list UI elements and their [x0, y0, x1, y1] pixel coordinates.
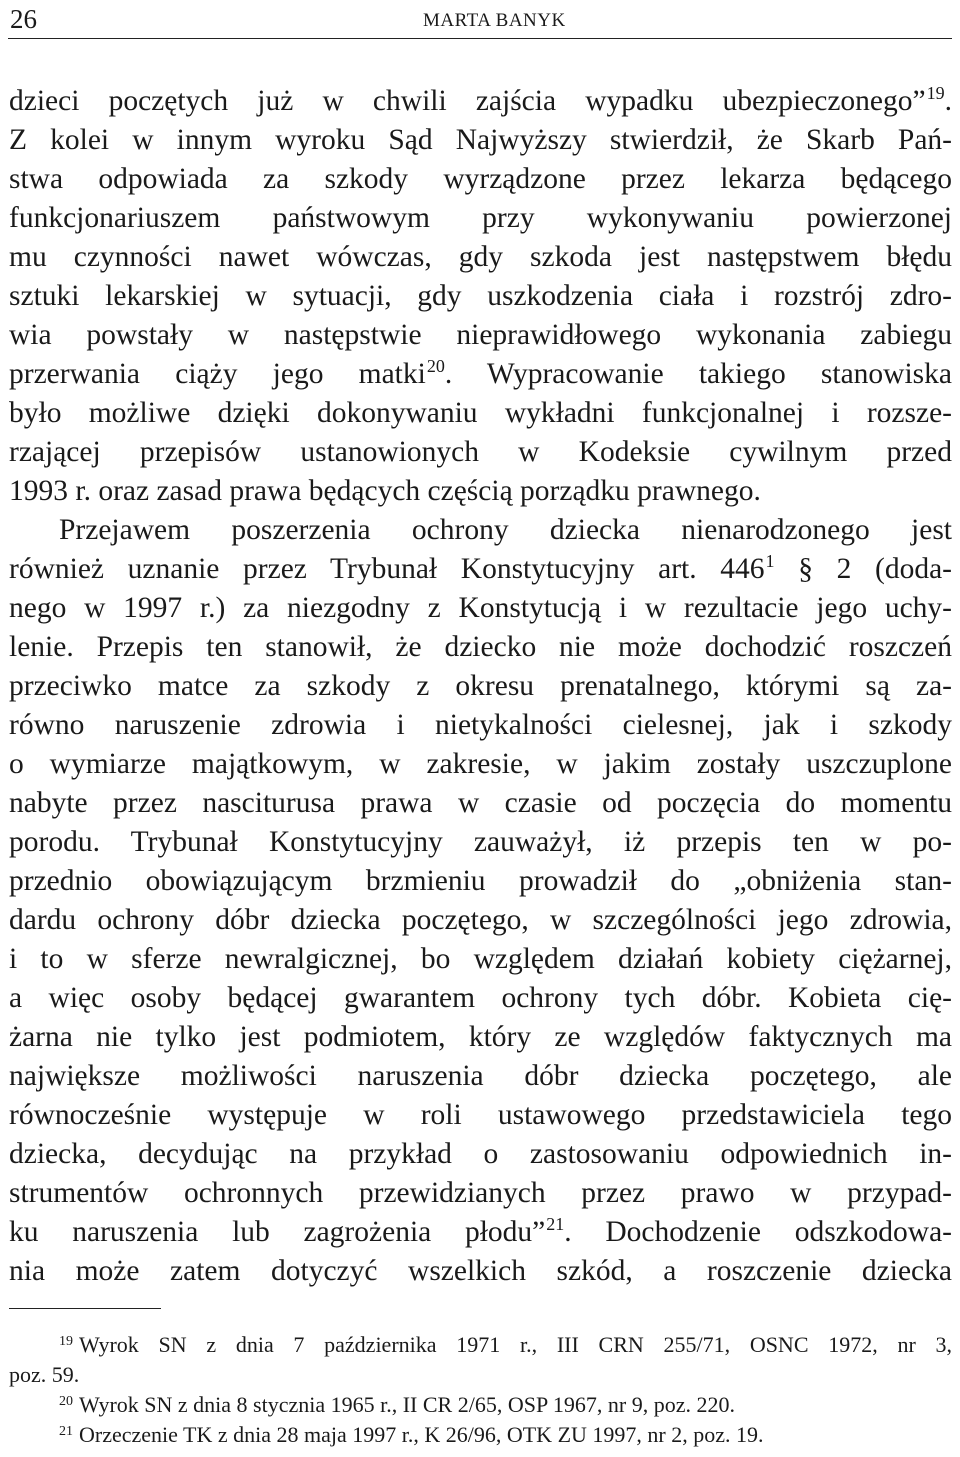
text-line: mu czynności nawet wówczas, gdy szkoda jest następstwem błędu — [9, 241, 952, 273]
text-line: dardu ochrony dóbr dziecka poczętego, w szczególności jego zdrowia, — [9, 904, 952, 936]
text-line: funkcjonariuszem państwowym przy wykonywaniu powierzonej — [9, 202, 952, 234]
footnote-separator — [9, 1308, 161, 1309]
text-line: rzającej przepisów ustanowionych w Kodeksie cywilnym przed — [9, 436, 952, 468]
text-line: wia powstały w następstwie nieprawidłowego wykonania zabiegu — [9, 319, 952, 351]
text-line: nego w 1997 r.) za niezgodny z Konstytucją i w rezultacie jego uchy- — [9, 592, 952, 624]
text-line: a więc osoby będącej gwarantem ochrony tych dóbr. Kobieta cię- — [9, 982, 952, 1014]
text-line: przednio obowiązującym brzmieniu prowadził do „obniżenia stan- — [9, 865, 952, 897]
article-superscript: 1 — [765, 551, 775, 571]
text-line: przerwania ciąży jego matki$^{20}$. Wypracowanie takiego stanowiska — [9, 356, 952, 390]
text-line: przeciwko matce za szkody z okresu prenatalnego, którymi są za- — [9, 670, 952, 702]
text-line: lenie. Przepis ten stanowił, że dziecko nie może dochodzić roszczeń — [9, 631, 952, 663]
running-head: MARTA BANYK — [423, 10, 566, 31]
body-text — [9, 82, 952, 1291]
footnote-21: $^{21}$ Orzeczenie TK z dnia 28 maja 1997 r., K 26/96, OTK ZU 1997, nr 2, poz. 19. — [59, 1422, 764, 1447]
text-line: największe możliwości naruszenia dóbr dziecka poczętego, ale — [9, 1060, 952, 1092]
footnote-ref-21: 21 — [546, 1214, 565, 1234]
text-line: nabyte przez nasciturusa prawa w czasie od poczęcia do momentu — [9, 787, 952, 819]
text-line: równocześnie występuje w roli ustawowego przedstawiciela tego — [9, 1099, 952, 1131]
text-line: dzieci poczętych już w chwili zajścia wypadku ubezpieczonego”$^{19}$. — [9, 83, 952, 117]
text-line: równo naruszenie zdrowia i nietykalności cielesnej, jak i szkody — [9, 709, 952, 741]
text-line: i to w sferze newralgicznej, bo względem działań kobiety ciężarnej, — [9, 943, 952, 975]
text-line: nia może zatem dotyczyć wszelkich szkód, a roszczenie dziecka — [9, 1255, 952, 1287]
footnote-20: $^{20}$ Wyrok SN z dnia 8 stycznia 1965 r., II CR 2/65, OSP 1967, nr 9, poz. 220. — [59, 1392, 735, 1417]
text-line: strumentów ochronnych przewidzianych przez prawo w przypad- — [9, 1177, 952, 1209]
text-line: stwa odpowiada za szkody wyrządzone przez lekarza będącego — [9, 163, 952, 195]
page-header — [8, 0, 952, 39]
footnote-ref-19: 19 — [926, 83, 945, 103]
text-line: 1993 r. oraz zasad prawa będących częścią porządku prawnego. — [9, 475, 761, 507]
text-line: Przejawem poszerzenia ochrony dziecka nienarodzonego jest — [59, 514, 952, 546]
text-line: ku naruszenia lub zagrożenia płodu”$^{21}$. Dochodzenie odszkodowa- — [9, 1214, 952, 1248]
footnote-19: $^{19}$ Wyrok SN z dnia 7 października 1971 r., III CRN 255/71, OSNC 1972, nr 3, — [59, 1332, 952, 1357]
text-line: Z kolei w innym wyroku Sąd Najwyższy stwierdził, że Skarb Pań- — [9, 124, 952, 156]
text-line: również uznanie przez Trybunał Konstytucyjny art. $446^1$ § 2 (doda- — [9, 551, 953, 585]
text-line: było możliwe dzięki dokonywaniu wykładni funkcjonalnej i rozsze- — [9, 397, 952, 429]
text-line: dziecka, decydując na przykład o zastosowaniu odpowiednich in- — [9, 1138, 952, 1170]
text-line: porodu. Trybunał Konstytucyjny zauważył, iż przepis ten w po- — [9, 826, 952, 858]
footnote-ref-20: 20 — [426, 356, 445, 376]
footnote-19-continuation: poz. 59. — [9, 1362, 80, 1387]
page-number: 26 — [10, 4, 37, 34]
footnotes — [9, 1330, 952, 1450]
text-line: sztuki lekarskiej w sytuacji, gdy uszkodzenia ciała i rozstrój zdro- — [9, 280, 952, 312]
text-line: o wymiarze majątkowym, w zakresie, w jakim zostały uszczuplone — [9, 748, 952, 780]
text-line: żarna nie tylko jest podmiotem, który ze względów faktycznych ma — [9, 1021, 952, 1053]
